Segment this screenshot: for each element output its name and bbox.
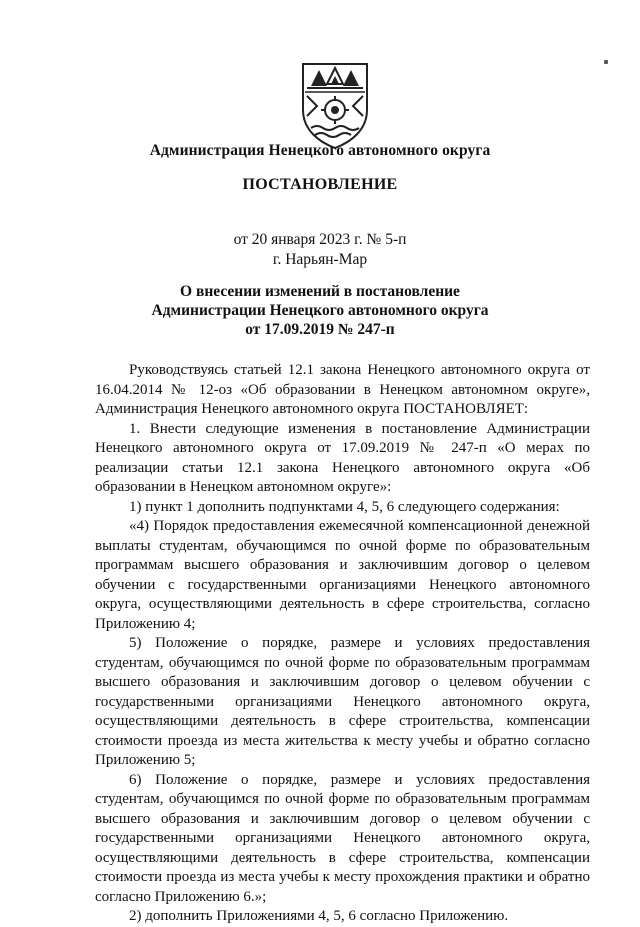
organization-name: Администрация Ненецкого автономного округа [149,142,491,159]
body-paragraph: 5) Положение о порядке, размере и условиях предоставления студентам, обучающимся по очной форме по образовательным программам высшего образования и заключившим договор о целевом обучении с государственными организациями Ненецкого автономного округа, осуществляющими деятельность в сфере строительства, компенсации стоимости проезда из места жительства к месту учебы и обратно согласно Приложению 5; [95,635,590,768]
body-paragraph: 1. Внести следующие изменения в постановление Администрации Ненецкого автономного округа от 17.09.2019 № 247-п «О мерах по реализации статьи 12.1 закона Ненецкого автономного округа «Об образовании в Ненецком автономном округе»: [95,420,590,495]
body-paragraph: 6) Положение о порядке, размере и условиях предоставления студентам, обучающимся по очной форме по образовательным программам высшего образования и заключившим договор о целевом обучении с государственными организациями Ненецкого автономного округа, осуществляющими деятельность в сфере строительства, компенсации стоимости проезда из места учебы к месту прохождения практики и обратно согласно Приложению 6.»; [95,771,590,905]
document-date-number: от 20 января 2023 г. № 5-п [233,231,407,248]
document-title-line: Администрации Ненецкого автономного округа [151,302,489,319]
document-title-line: О внесении изменений в постановление [180,283,460,300]
document-city: г. Нарьян-Мар [272,251,368,268]
body-paragraph: «4) Порядок предоставления ежемесячной компенсационной денежной выплаты студентам, обучающимся по очной форме по образовательным программам высшего образования и заключившим договор о целевом обучении с государственными организациями Ненецкого автономного округа, осуществляющими деятельность в сфере строительства, согласно Приложению 4; [95,518,590,632]
nenets-okrug-coat-of-arms-icon [297,58,373,150]
scan-mark [604,60,608,64]
document-title [0,282,640,339]
document-title-line: от 17.09.2019 № 247-п [245,321,395,338]
body-paragraph: 2) дополнить Приложениями 4, 5, 6 согласно Приложению. [129,908,509,924]
document-type: ПОСТАНОВЛЕНИЕ [242,176,398,193]
body-paragraph: 1) пункт 1 дополнить подпунктами 4, 5, 6 следующего содержания: [129,498,560,515]
body-paragraph: Руководствуясь статьей 12.1 закона Ненецкого автономного округа от 16.04.2014 № 12-оз «Об образовании в Ненецком автономном округе», Администрация Ненецкого автономного округа ПОСТАНОВЛЯЕТ: [95,362,590,417]
document-body [95,361,590,927]
